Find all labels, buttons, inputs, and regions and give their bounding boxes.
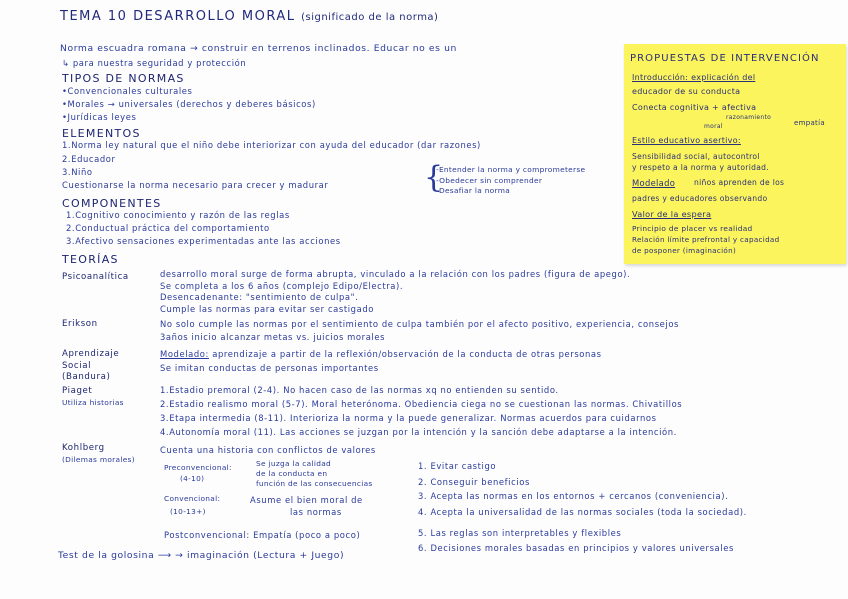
kohlberg-stage-5: 5. Las reglas son interpretables y flexibles: [418, 528, 622, 538]
erikson-label: Erikson: [62, 319, 98, 329]
tipos-item-3: •Jurídicas leyes: [62, 112, 137, 122]
sticky-intro-2: educador de su conducta: [632, 87, 741, 96]
preconvencional-label: Preconvencional:: [164, 463, 232, 472]
convencional-age: (10-13+): [170, 507, 206, 516]
title-main: TEMA 10 DESARROLLO MORAL: [60, 9, 296, 24]
brace-item-2: -Obedecer sin comprender: [436, 176, 543, 185]
modelado-label: Modelado:: [160, 349, 209, 359]
piaget-label: Piaget: [62, 386, 93, 396]
elementos-item-1: 1.Norma ley natural que el niño debe interiorizar con ayuda del educador (dar razones): [62, 140, 481, 150]
piaget-stage-2: 2.Estadio realismo moral (5-7). Moral heterónoma. Obediencia ciega no se cuestionan las normas. Chivatillos: [160, 399, 683, 409]
sticky-valor-1: Principio de placer vs realidad: [632, 224, 753, 233]
preconv-desc-2: de la conducta en: [256, 469, 328, 478]
componentes-item-3: 3.Afectivo sensaciones experimentadas ante las acciones: [66, 236, 341, 246]
psico-line-3: Desencadenante: "sentimiento de culpa".: [160, 292, 359, 302]
kohlberg-stage-3: 3. Acepta las normas en los entornos + cercanos (conveniencia).: [418, 491, 729, 501]
aprendizaje-line-1: [160, 350, 602, 358]
tipos-item-1: •Convencionales culturales: [62, 86, 193, 96]
postconvencional: Postconvencional: Empatía (poco a poco): [164, 530, 361, 540]
piaget-sublabel: Utiliza historias: [62, 398, 124, 407]
conv-desc-1: Asume el bien moral de: [250, 495, 363, 505]
sticky-modelado-desc: niños aprenden de los: [694, 178, 785, 187]
kohlberg-stage-4: 4. Acepta la universalidad de las normas sociales (toda la sociedad).: [418, 507, 747, 517]
aprendizaje-text: aprendizaje a partir de la reflexión/observación de la conducta de otras personas: [212, 349, 602, 359]
componentes-item-1: 1.Cognitivo conocimiento y razón de las reglas: [66, 210, 290, 220]
sticky-conecta-sub2: moral: [704, 123, 723, 130]
tipos-heading: TIPOS DE NORMAS: [62, 72, 185, 85]
aprendizaje-line-2: Se imitan conductas de personas importantes: [160, 363, 379, 373]
tipos-item-2: •Morales → universales (derechos y deberes básicos): [62, 99, 316, 109]
conv-desc-2: las normas: [290, 507, 342, 517]
page-title: [60, 10, 438, 23]
cuestionarse-text: Cuestionarse la norma necesario para crecer y madurar: [62, 180, 329, 190]
norma-line-2: ↳ para nuestra seguridad y protección: [62, 58, 247, 68]
sticky-estilo: Estilo educativo asertivo:: [632, 136, 741, 145]
sticky-conecta-sub1: razonamiento: [726, 114, 772, 121]
piaget-stage-4: 4.Autonomía moral (11). Las acciones se juzgan por la intención y la sanción debe adaptarse a la intención.: [160, 427, 677, 437]
aprendizaje-label-2: Social: [62, 361, 92, 371]
sticky-estilo-2: y respeto a la norma y autoridad.: [632, 163, 770, 172]
componentes-heading: COMPONENTES: [62, 197, 162, 210]
piaget-stage-1: 1.Estadio premoral (2-4). No hacen caso de las normas xq no entienden su sentido.: [160, 385, 559, 395]
kohlberg-label: Kohlberg: [62, 443, 105, 453]
kohlberg-stage-6: 6. Decisiones morales basadas en principios y valores universales: [418, 543, 734, 553]
teorias-heading: TEORÍAS: [62, 253, 119, 266]
sticky-estilo-1: Sensibilidad social, autocontrol: [632, 152, 760, 161]
erikson-line-2: 3años inicio alcanzar metas vs. juicios morales: [160, 332, 386, 342]
psico-line-2: Se completa a los 6 años (complejo Edipo/Electra).: [160, 281, 404, 291]
sticky-note: [624, 44, 846, 264]
erikson-line-1: No solo cumple las normas por el sentimiento de culpa también por el afecto positivo, experiencia, consejos: [160, 319, 680, 329]
psico-line-1: desarrollo moral surge de forma abrupta, vinculado a la relación con los padres (figura de apego).: [160, 269, 631, 279]
kohlberg-sublabel: (Dilemas morales): [62, 455, 135, 464]
kohlberg-stage-2: 2. Conseguir beneficios: [418, 477, 530, 487]
elementos-item-3: 3.Niño: [62, 167, 93, 177]
sticky-valor-2: Relación límite prefrontal y capacidad: [632, 235, 780, 244]
componentes-item-2: 2.Conductual práctica del comportamiento: [66, 223, 270, 233]
piaget-stage-3: 3.Etapa intermedia (8-11). Interioriza la norma y la puede generalizar. Normas acuerdos para cuidarnos: [160, 413, 657, 423]
preconv-desc-3: función de las consecuencias: [256, 479, 373, 488]
convencional-label: Convencional:: [164, 494, 221, 503]
sticky-modelado-desc-2: padres y educadores observando: [632, 194, 768, 203]
norma-line-1: Norma escuadra romana → construir en terrenos inclinados. Educar no es un: [60, 43, 457, 54]
sticky-heading: PROPUESTAS DE INTERVENCIÓN: [630, 53, 820, 64]
kohlberg-intro: Cuenta una historia con conflictos de valores: [160, 445, 376, 455]
psico-line-4: Cumple las normas para evitar ser castigado: [160, 304, 374, 314]
brace-item-1: -Entender la norma y comprometerse: [436, 165, 586, 174]
psicoanalitica-label: Psicoanalítica: [62, 272, 129, 282]
brace-item-3: -Desafiar la norma: [436, 186, 511, 195]
sticky-conecta-sub3: empatía: [794, 119, 825, 127]
title-sub: (significado de la norma): [301, 12, 439, 23]
elementos-item-2: 2.Educador: [62, 154, 116, 164]
elementos-heading: ELEMENTOS: [62, 127, 141, 140]
preconvencional-age: (4-10): [180, 474, 205, 483]
sticky-modelado: Modelado: [632, 178, 676, 188]
brace-symbol: {: [424, 160, 444, 195]
sticky-valor: Valor de la espera: [632, 209, 712, 219]
sticky-valor-3: de posponer (imaginación): [632, 246, 737, 255]
aprendizaje-label-1: Aprendizaje: [62, 349, 120, 359]
preconv-desc-1: Se juzga la calidad: [256, 459, 332, 468]
kohlberg-stage-1: 1. Evitar castigo: [418, 461, 497, 471]
sticky-intro: Introducción: explicación del: [632, 73, 756, 82]
test-golosina: Test de la golosina ⟶ → imaginación (Lectura + Juego): [58, 550, 345, 561]
aprendizaje-label-3: (Bandura): [62, 372, 111, 382]
sticky-conecta: Conecta cognitiva + afectiva: [632, 103, 757, 112]
